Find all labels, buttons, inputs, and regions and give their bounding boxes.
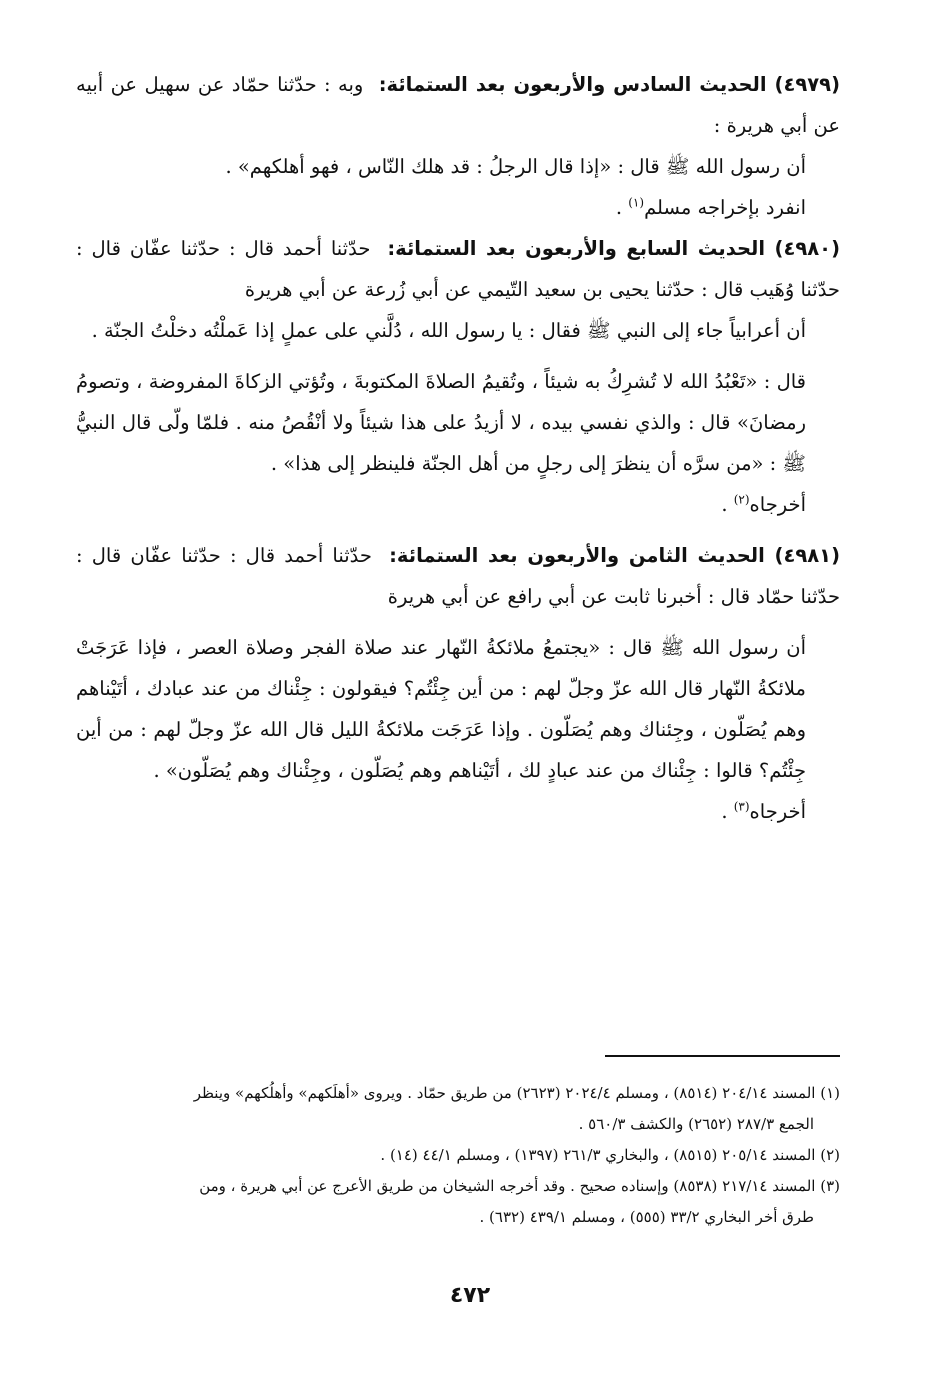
hadith-4981-isnad-line2: عفّان قال : حدّثنا حمّاد قال : أخبرنا ثابت عن أبي رافع عن أبي هريرة bbox=[76, 544, 840, 608]
footnote-ref-3: (٣) bbox=[733, 799, 750, 814]
footnote-ref-1: (١) bbox=[628, 195, 645, 210]
footnote-1-line1: (١) المسند ٢٠٤/١٤ (٨٥١٤) ، ومسلم ٢٠٢٤/٤ (٢٦٢٣) من طريق حمّاد . ويروى «أهلَكهم» وأهلُكهم» وينظر bbox=[193, 1084, 840, 1102]
hadith-4981-matn: أن رسول الله ﷺ قال : «يجتمعُ ملائكةُ النّهار عند صلاة الفجر وصلاة العصر ، فإذا عَرَجَتْ ملائكةُ النّهار قال الله عزّ وجلّ لهم : من أين جِئْتُم؟ فيقولون : جِئْناك من عند عبادك ، أتَيْناهم وهم يُصَلّون ، وجِئناك وهم يُصَلّون . وإذا عَرَجَت ملائكةُ الليل قال الله عزّ وجلّ لهم : من أين جِئْتُم؟ قالوا : جِئْناك من عند عبادٍ لك ، أتَيْناهم وهم يُصَلّون ، وجِئْناك وهم يُصَلّون» . bbox=[76, 636, 806, 782]
page-number: ٤٧٢ bbox=[449, 1283, 491, 1308]
footnote-1-line2: الجمع ٢٨٧/٣ (٢٦٥٢) والكشف ٥٦٠/٣ . bbox=[578, 1115, 814, 1133]
hadith-4981-takhrij bbox=[76, 791, 840, 832]
takhrij-text: أخرجاه bbox=[749, 493, 806, 516]
footnote-3-line2: طرق أخر البخاري ٣٣/٢ (٥٥٥) ، ومسلم ٤٣٩/١ (٦٣٢) . bbox=[479, 1208, 814, 1226]
takhrij-end: . bbox=[721, 800, 734, 823]
takhrij-text: أخرجاه bbox=[749, 800, 806, 823]
footnotes bbox=[76, 1078, 840, 1233]
hadith-4979-isnad-line1: وبه : حدّثنا حمّاد عن bbox=[197, 73, 364, 96]
hadith-4981-isnad-line1: حدّثنا أحمد قال : حدّثنا bbox=[181, 544, 372, 567]
hadith-4979-isnad bbox=[76, 64, 840, 146]
hadith-4979-heading: (٤٩٧٩) الحديث السادس والأربعون بعد الستمائة: bbox=[378, 73, 840, 96]
takhrij-end: . bbox=[721, 493, 734, 516]
footnote-ref-2: (٢) bbox=[733, 492, 750, 507]
hadith-4979-isnad-line2: سهيل عن أبيه عن أبي هريرة : bbox=[76, 73, 840, 137]
hadith-4980-takhrij bbox=[76, 484, 840, 525]
takhrij-end: . bbox=[615, 196, 629, 219]
hadith-4980-isnad bbox=[76, 228, 840, 310]
hadith-4980-isnad-line2: قال : حدّثنا وُهَيب قال : حدّثنا يحيى بن سعيد التّيمي عن أبي زُرعة عن أبي هريرة bbox=[76, 237, 840, 301]
hadith-4981-isnad bbox=[76, 535, 840, 617]
footnote-2: (٢) المسند ٢٠٥/١٤ (٨٥١٥) ، والبخاري ٢٦١/٣ (١٣٩٧) ، ومسلم ٤٤/١ (١٤) . bbox=[380, 1146, 840, 1164]
hadith-4980-matn-1: أن أعرابياً جاء إلى النبي ﷺ فقال : يا رسول الله ، دُلَّني على عملٍ إذا عَملْتُه دخلْتُ الجنّة . bbox=[91, 319, 806, 342]
main-text bbox=[76, 64, 840, 832]
footnote-divider bbox=[605, 1055, 840, 1057]
footnote-3-line1: (٣) المسند ٢١٧/١٤ (٨٥٣٨) وإسناده صحيح . وقد أخرجه الشيخان من طريق الأعرج عن أبي هريرة ، ومن bbox=[199, 1177, 840, 1195]
hadith-4979-takhrij bbox=[76, 187, 840, 228]
hadith-4981-heading: (٤٩٨١) الحديث الثامن والأربعون بعد الستمائة: bbox=[389, 544, 840, 567]
hadith-4980-isnad-line1: حدّثنا أحمد قال : حدّثنا عفّان bbox=[129, 237, 371, 260]
hadith-4979-matn: أن رسول الله ﷺ قال : «إذا قال الرجلُ : قد هلك النّاس ، فهو أهلكهم» . bbox=[225, 155, 806, 178]
hadith-4980-heading: (٤٩٨٠) الحديث السابع والأربعون بعد الستمائة: bbox=[387, 237, 840, 260]
takhrij-text: انفرد بإخراجه مسلم bbox=[644, 196, 806, 219]
hadith-4980-matn-2: قال : «تَعْبُدُ الله لا تُشرِكُ به شيئاً ، وتُقيمُ الصلاةَ المكتوبةَ ، وتُؤتي الزكاةَ المفروضة ، وتصومُ رمضانَ» قال : والذي نفسي بيده ، لا أزيدُ على هذا شيئاً ولا أنْقُصُ منه . فلمّا ولّى قال النبيُّ ﷺ : «من سرَّه أن ينظرَ إلى رجلٍ من أهل الجنّة فلينظر إلى هذا» . bbox=[76, 370, 806, 475]
